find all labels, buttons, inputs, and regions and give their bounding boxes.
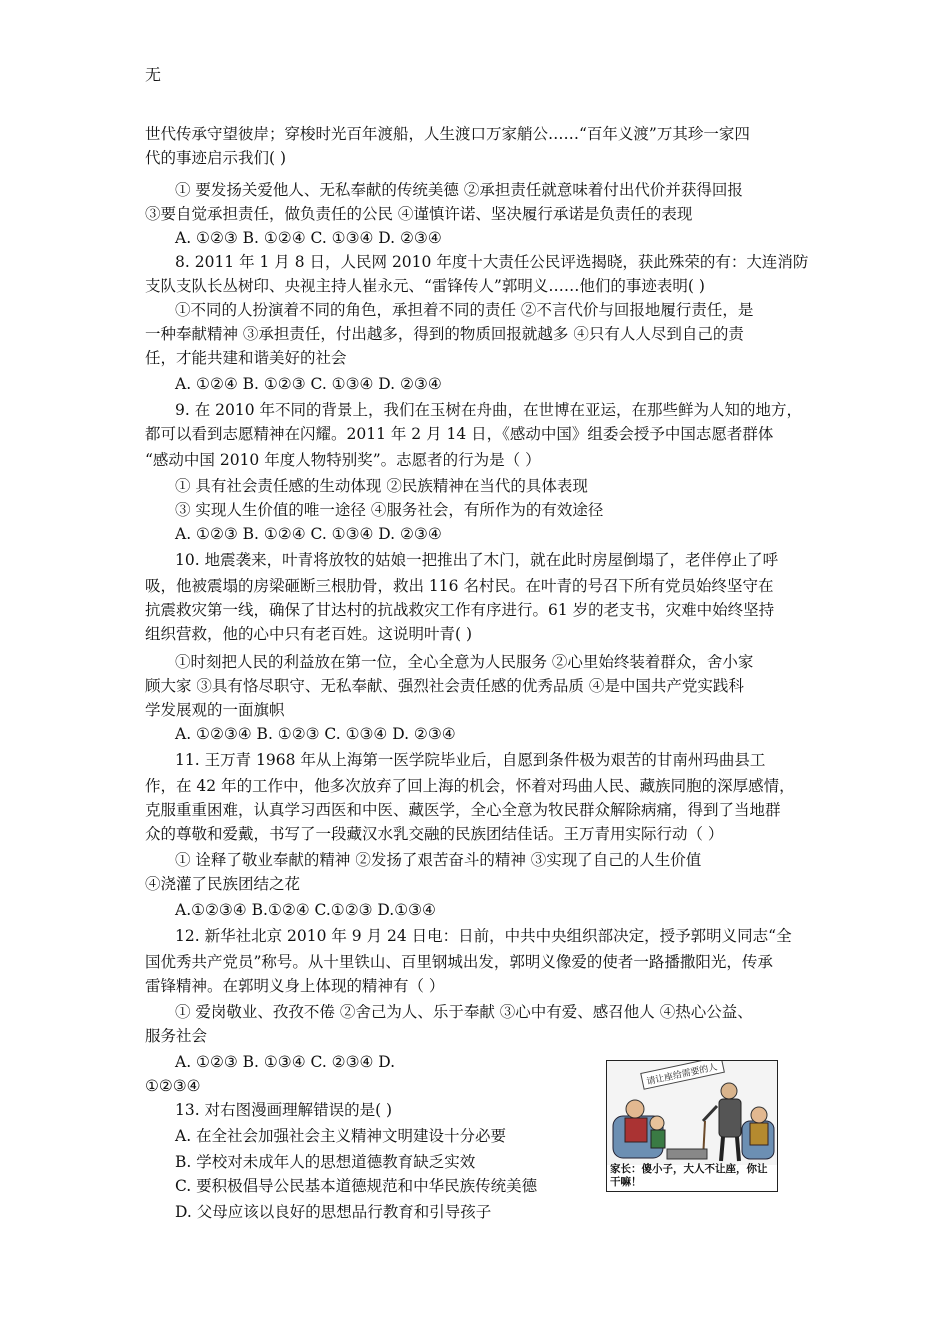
text-line: ③要自觉承担责任，做负责任的公民 ④谨慎许诺、坚决履行承诺是负责任的表现: [145, 205, 693, 223]
text-line: ①不同的人扮演着不同的角色，承担着不同的责任 ②不言代价与回报地履行责任，是: [175, 301, 754, 319]
text-line: 都可以看到志愿精神在闪耀。2011 年 2 月 14 日，《感动中国》组委会授予中国志愿者群体: [145, 425, 774, 443]
text-line: 9. 在 2010 年不同的背景上，我们在玉树在舟曲，在世博在亚运，在那些鲜为人知的地方，: [175, 401, 803, 419]
text-line: B. 学校对未成年人的思想道德教育缺乏实效: [175, 1153, 476, 1171]
text-line: A. ①②③ B. ①②④ C. ①③④ D. ②③④: [175, 229, 442, 247]
text-line: A. ①②④ B. ①②③ C. ①③④ D. ②③④: [175, 375, 442, 393]
text-line: ①②③④: [145, 1077, 201, 1095]
text-line: 世代传承守望彼岸；穿梭时光百年渡船，人生渡口万家艄公……“百年义渡”万其珍一家四: [145, 125, 750, 143]
text-line: 12. 新华社北京 2010 年 9 月 24 日电：日前，中共中央组织部决定，授予郭明义同志“全: [175, 927, 792, 945]
text-line: 13. 对右图漫画理解错误的是( ): [175, 1101, 393, 1119]
text-line: 代的事迹启示我们( ): [145, 149, 287, 167]
text-line: ④浇灌了民族团结之花: [145, 875, 301, 893]
text-line: ① 具有社会责任感的生动体现 ②民族精神在当代的具体表现: [175, 477, 588, 495]
text-line: 国优秀共产党员”称号。从十里铁山、百里钢城出发，郭明义像爱的使者一路播撒阳光，传承: [145, 953, 773, 971]
text-line: 众的尊敬和爱戴，书写了一段藏汉水乳交融的民族团结佳话。王万青用实际行动（ ）: [145, 825, 724, 843]
cartoon-figure: [606, 1060, 778, 1192]
text-line: 一种奉献精神 ③承担责任，付出越多，得到的物质回报就越多 ④只有人人尽到自己的责: [145, 325, 744, 343]
text-line: ③ 实现人生价值的唯一途径 ④服务社会，有所作为的有效途径: [175, 501, 604, 519]
text-line: ① 爱岗敬业、孜孜不倦 ②舍己为人、乐于奉献 ③心中有爱、感召他人 ④热心公益、: [175, 1003, 753, 1021]
text-line: C. 要积极倡导公民基本道德规范和中华民族传统美德: [175, 1177, 538, 1195]
text-line: A. ①②③ B. ①③④ C. ②③④ D.: [175, 1053, 396, 1071]
text-line: 组织营救，他的心中只有老百姓。这说明叶青( ): [145, 625, 473, 643]
text-line: 克服重重困难，认真学习西医和中医、藏医学，全心全意为牧民群众解除病痛，得到了当地群: [145, 801, 781, 819]
text-line: ① 诠释了敬业奉献的精神 ②发扬了艰苦奋斗的精神 ③实现了自己的人生价值: [175, 851, 702, 869]
text-line: 10. 地震袭来，叶青将放牧的姑娘一把推出了木门，就在此时房屋倒塌了，老伴停止了呼: [175, 551, 779, 569]
text-line: 学发展观的一面旗帜: [145, 701, 285, 719]
text-line: 顾大家 ③具有恪尽职守、无私奉献、强烈社会责任感的优秀品质 ④是中国共产党实践科: [145, 677, 744, 695]
text-line: ① 要发扬关爱他人、无私奉献的传统美德 ②承担责任就意味着付出代价并获得回报: [175, 181, 743, 199]
text-line: ①时刻把人民的利益放在第一位，全心全意为人民服务 ②心里始终装着群众，舍小家: [175, 653, 754, 671]
cartoon-drawing: [607, 1061, 777, 1165]
text-line: A. ①②③④ B. ①②③ C. ①③④ D. ②③④: [175, 725, 456, 743]
text-line: 雷锋精神。在郭明义身上体现的精神有（ ）: [145, 977, 445, 995]
text-line: A. ①②③ B. ①②④ C. ①③④ D. ②③④: [175, 525, 442, 543]
cartoon-sign: 请让座给需要的人: [645, 1062, 719, 1088]
text-line: 11. 王万青 1968 年从上海第一医学院毕业后，自愿到条件极为艰苦的甘南州玛曲县工: [175, 751, 766, 769]
text-line: 服务社会: [145, 1027, 208, 1045]
text-line: D. 父母应该以良好的思想品行教育和引导孩子: [175, 1203, 492, 1221]
text-line: 支队支队长丛树印、央视主持人崔永元、“雷锋传人”郭明义……他们的事迹表明( ): [145, 277, 705, 295]
text-line: A. 在全社会加强社会主义精神文明建设十分必要: [175, 1127, 507, 1145]
text-line: 抗震救灾第一线，确保了甘达村的抗战救灾工作有序进行。61 岁的老支书，灾难中始终坚持: [145, 601, 775, 619]
text-line: A.①②③④ B.①②④ C.①②③ D.①③④: [175, 901, 436, 919]
cartoon-caption: 家长：傻小子，大人不让座，你让干嘛！: [610, 1163, 768, 1188]
text-line: “感动中国 2010 年度人物特别奖”。志愿者的行为是（ ）: [145, 451, 541, 469]
text-line: 作，在 42 年的工作中，他多次放弃了回上海的机会，怀着对玛曲人民、藏族同胞的深厚感情，: [145, 777, 795, 795]
page-header: 无: [145, 65, 162, 84]
text-line: 8. 2011 年 1 月 8 日，人民网 2010 年度十大责任公民评选揭晓，获此殊荣的有：大连消防: [175, 253, 809, 271]
text-line: 吸，他被震塌的房梁砸断三根肋骨，救出 116 名村民。在叶青的号召下所有党员始终坚守在: [145, 577, 774, 595]
text-line: 任，才能共建和谐美好的社会: [145, 349, 347, 367]
